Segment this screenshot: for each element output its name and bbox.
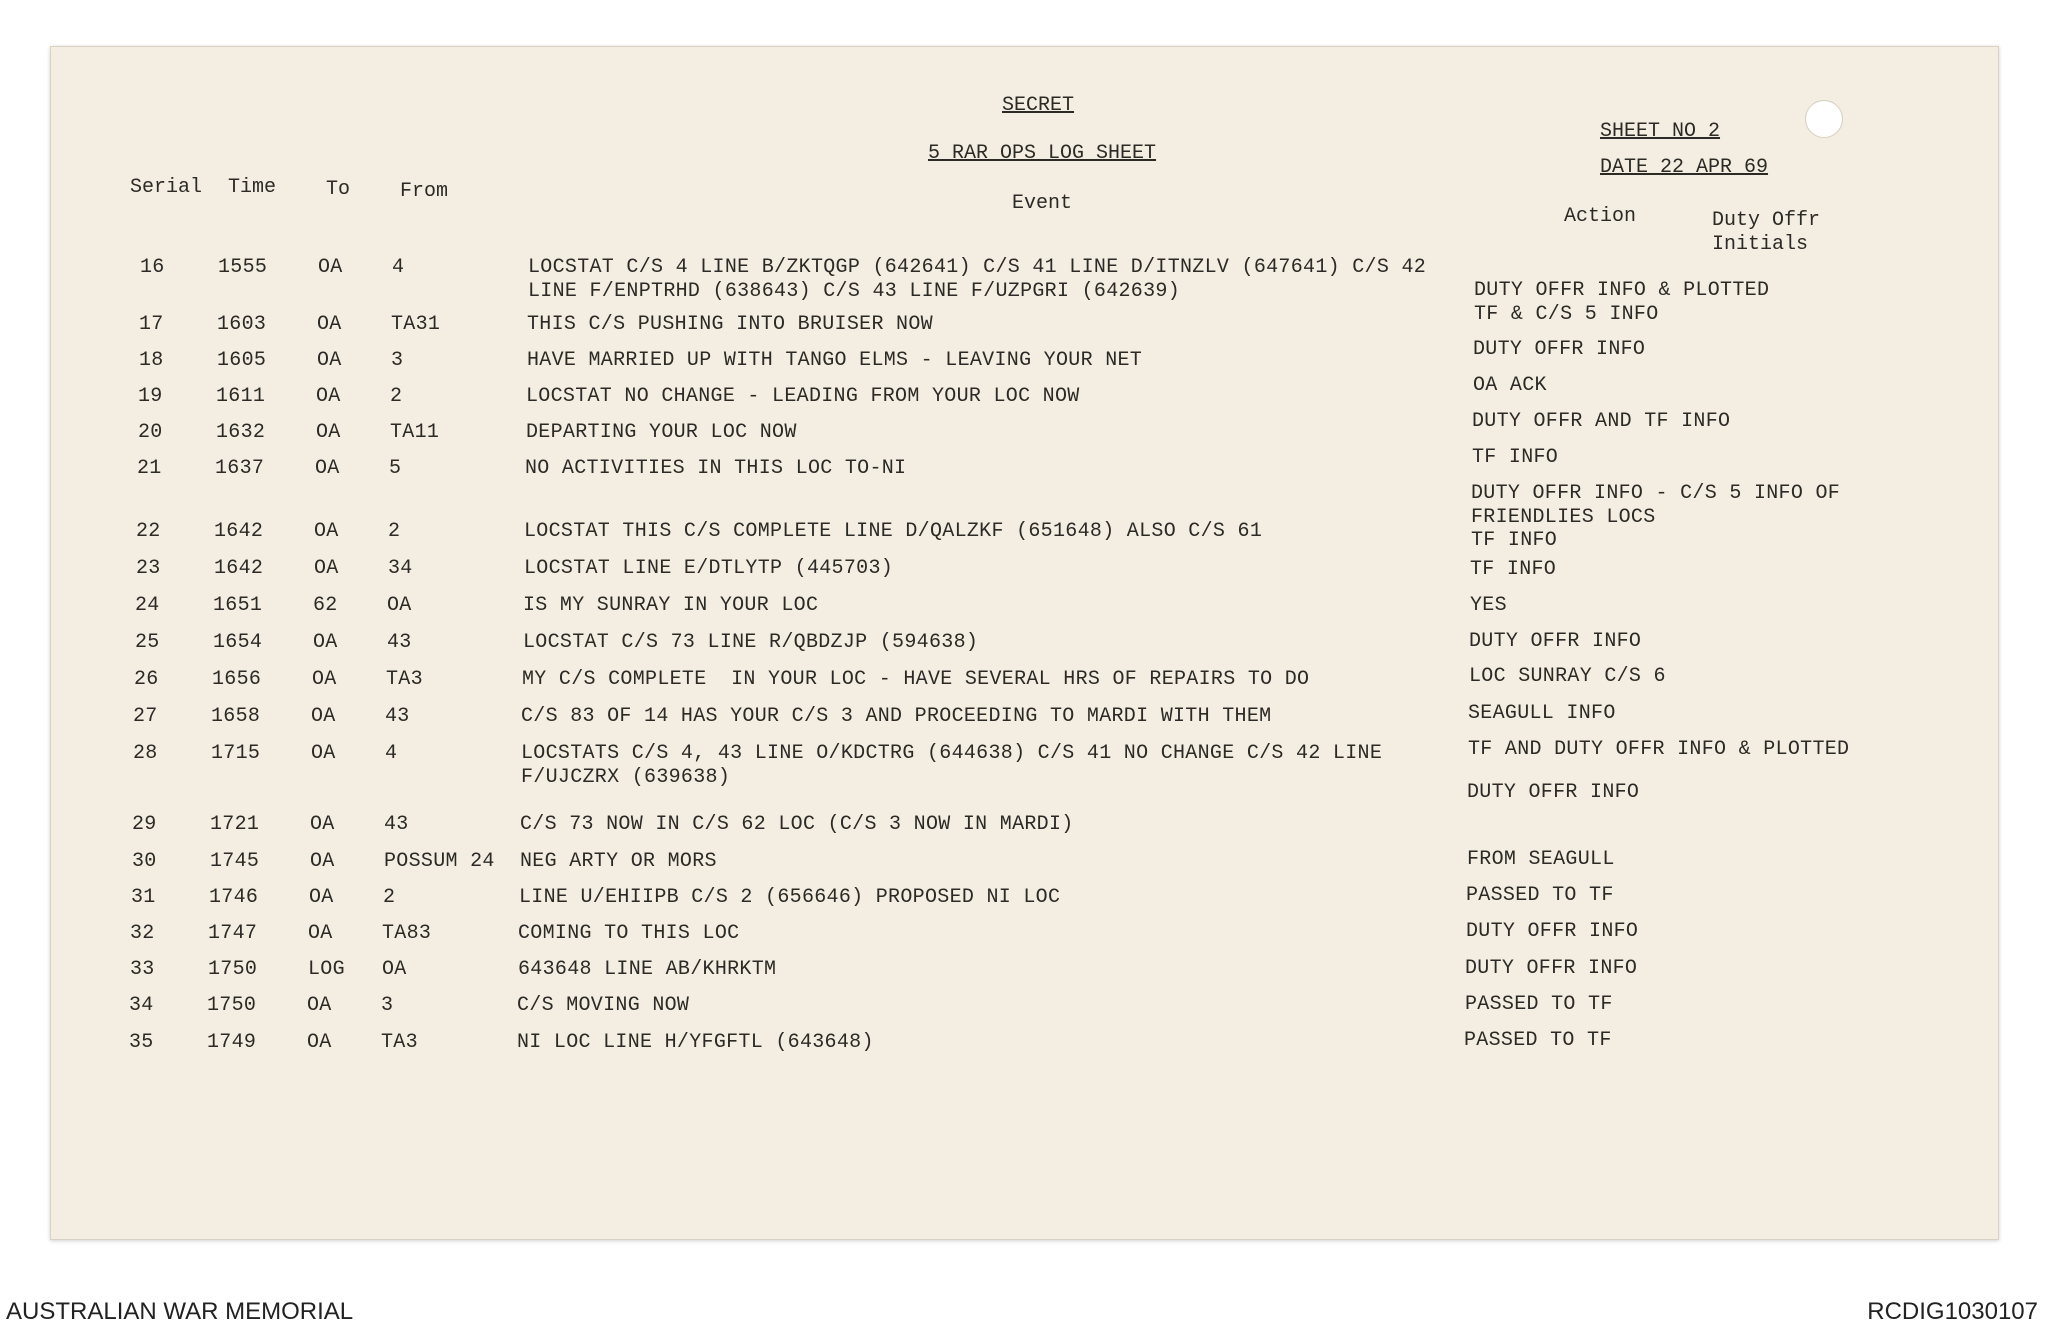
row-time: 1658 — [211, 705, 261, 728]
row-event: COMING TO THIS LOC — [518, 922, 740, 945]
row-action: FROM SEAGULL — [1467, 848, 1615, 871]
row-action: TF INFO — [1470, 558, 1557, 581]
row-event: THIS C/S PUSHING INTO BRUISER NOW — [527, 313, 933, 336]
row-time: 1715 — [211, 742, 261, 765]
row-event: LOCSTAT C/S 4 LINE B/ZKTQGP (642641) C/S 41 LINE D/ITNZLV (647641) C/S 42 — [528, 256, 1427, 279]
row-from: TA31 — [391, 313, 441, 336]
row-event: C/S MOVING NOW — [517, 994, 690, 1017]
row-time: 1555 — [218, 256, 268, 279]
row-serial: 34 — [129, 994, 154, 1017]
row-event: NO ACTIVITIES IN THIS LOC TO-NI — [525, 457, 907, 480]
row-to: OA — [315, 457, 340, 480]
row-time: 1745 — [210, 850, 260, 873]
row-action: DUTY OFFR INFO — [1467, 781, 1640, 804]
row-serial: 29 — [132, 813, 157, 836]
row-action: TF INFO — [1471, 529, 1558, 552]
row-time: 1611 — [216, 385, 266, 408]
row-from: TA3 — [386, 668, 423, 691]
row-time: 1632 — [216, 421, 266, 444]
row-serial: 20 — [138, 421, 163, 444]
row-event: LOCSTAT C/S 73 LINE R/QBDZJP (594638) — [523, 631, 979, 654]
row-serial: 16 — [140, 256, 165, 279]
row-to: OA — [308, 922, 333, 945]
row-action: DUTY OFFR AND TF INFO — [1472, 410, 1731, 433]
column-header-time: Time — [228, 176, 277, 199]
row-serial: 18 — [139, 349, 164, 372]
row-to: OA — [317, 349, 342, 372]
row-to: OA — [310, 850, 335, 873]
row-action: OA ACK — [1473, 374, 1547, 397]
row-serial: 35 — [129, 1031, 154, 1054]
row-serial: 23 — [136, 557, 161, 580]
row-serial: 26 — [134, 668, 159, 691]
row-action-continued: TF & C/S 5 INFO — [1474, 303, 1659, 326]
row-event: C/S 73 NOW IN C/S 62 LOC (C/S 3 NOW IN MARDI) — [520, 813, 1074, 836]
row-action: DUTY OFFR INFO — [1466, 920, 1639, 943]
row-event-continued: LINE F/ENPTRHD (638643) C/S 43 LINE F/UZPGRI (642639) — [528, 280, 1181, 303]
row-time: 1747 — [208, 922, 258, 945]
row-action: YES — [1470, 594, 1507, 617]
column-header-duty-offr: Duty Offr — [1712, 209, 1821, 232]
row-serial: 32 — [130, 922, 155, 945]
row-action: DUTY OFFR INFO — [1469, 630, 1642, 653]
row-event: DEPARTING YOUR LOC NOW — [526, 421, 797, 444]
row-action: PASSED TO TF — [1464, 1029, 1612, 1052]
row-time: 1603 — [217, 313, 267, 336]
row-time: 1656 — [212, 668, 262, 691]
row-to: OA — [318, 256, 343, 279]
row-from: 43 — [385, 705, 410, 728]
row-serial: 30 — [132, 850, 157, 873]
row-event: NI LOC LINE H/YFGFTL (643648) — [517, 1031, 874, 1054]
column-header-action: Action — [1564, 205, 1637, 228]
row-from: 2 — [388, 520, 401, 543]
row-from: 3 — [381, 994, 394, 1017]
row-time: 1605 — [217, 349, 267, 372]
row-time: 1654 — [213, 631, 263, 654]
row-from: 34 — [388, 557, 413, 580]
row-to: 62 — [313, 594, 338, 617]
row-serial: 21 — [137, 457, 162, 480]
row-action: DUTY OFFR INFO & PLOTTED — [1474, 279, 1770, 302]
row-time: 1721 — [210, 813, 260, 836]
column-header-from: From — [400, 180, 449, 203]
row-action: DUTY OFFR INFO - C/S 5 INFO OF — [1471, 482, 1841, 505]
row-serial: 22 — [136, 520, 161, 543]
row-event: LINE U/EHIIPB C/S 2 (656646) PROPOSED NI LOC — [519, 886, 1061, 909]
row-to: OA — [313, 631, 338, 654]
row-to: LOG — [308, 958, 345, 981]
row-to: OA — [310, 813, 335, 836]
row-time: 1749 — [207, 1031, 257, 1054]
row-to: OA — [307, 1031, 332, 1054]
row-event: NEG ARTY OR MORS — [520, 850, 717, 873]
row-time: 1750 — [208, 958, 258, 981]
row-from: 3 — [391, 349, 404, 372]
row-from: TA11 — [390, 421, 440, 444]
row-to: OA — [314, 557, 339, 580]
row-from: 2 — [383, 886, 396, 909]
row-to: OA — [311, 705, 336, 728]
row-from: TA83 — [382, 922, 432, 945]
row-serial: 33 — [130, 958, 155, 981]
row-serial: 28 — [133, 742, 158, 765]
row-time: 1750 — [207, 994, 257, 1017]
row-serial: 24 — [135, 594, 160, 617]
row-serial: 27 — [133, 705, 158, 728]
row-event: C/S 83 OF 14 HAS YOUR C/S 3 AND PROCEEDING TO MARDI WITH THEM — [521, 705, 1272, 728]
row-event-continued: F/UJCZRX (639638) — [521, 766, 731, 789]
sheet-title: 5 RAR OPS LOG SHEET — [928, 142, 1157, 165]
footer-record-id: RCDIG1030107 — [1867, 1298, 2038, 1325]
row-action: PASSED TO TF — [1465, 993, 1613, 1016]
row-serial: 19 — [138, 385, 163, 408]
row-to: OA — [314, 520, 339, 543]
row-from: 4 — [392, 256, 405, 279]
row-time: 1637 — [215, 457, 265, 480]
row-from: TA3 — [381, 1031, 418, 1054]
row-action: TF INFO — [1472, 446, 1559, 469]
row-action: PASSED TO TF — [1466, 884, 1614, 907]
row-to: OA — [316, 421, 341, 444]
sheet-number: SHEET NO 2 — [1600, 120, 1721, 143]
row-event: IS MY SUNRAY IN YOUR LOC — [523, 594, 819, 617]
row-event: LOCSTAT LINE E/DTLYTP (445703) — [524, 557, 894, 580]
row-to: OA — [309, 886, 334, 909]
column-header-initials: Initials — [1712, 233, 1809, 256]
row-from: 43 — [387, 631, 412, 654]
row-time: 1651 — [213, 594, 263, 617]
footer-archive-name: AUSTRALIAN WAR MEMORIAL — [6, 1298, 354, 1325]
row-event: LOCSTAT NO CHANGE - LEADING FROM YOUR LOC NOW — [526, 385, 1080, 408]
row-to: OA — [312, 668, 337, 691]
row-time: 1642 — [214, 520, 264, 543]
row-event: LOCSTAT THIS C/S COMPLETE LINE D/QALZKF (651648) ALSO C/S 61 — [524, 520, 1263, 543]
row-to: OA — [316, 385, 341, 408]
punch-hole — [1805, 100, 1843, 138]
row-event: MY C/S COMPLETE IN YOUR LOC - HAVE SEVERAL HRS OF REPAIRS TO DO — [522, 668, 1310, 691]
row-from: 2 — [390, 385, 403, 408]
row-time: 1746 — [209, 886, 259, 909]
row-action: DUTY OFFR INFO — [1465, 957, 1638, 980]
row-serial: 31 — [131, 886, 156, 909]
row-serial: 25 — [135, 631, 160, 654]
sheet-date: DATE 22 APR 69 — [1600, 156, 1769, 179]
row-from: 5 — [389, 457, 402, 480]
row-to: OA — [311, 742, 336, 765]
log-sheet-paper — [50, 46, 1999, 1240]
row-event: LOCSTATS C/S 4, 43 LINE O/KDCTRG (644638) C/S 41 NO CHANGE C/S 42 LINE — [521, 742, 1383, 765]
row-from: OA — [387, 594, 412, 617]
row-from: 43 — [384, 813, 409, 836]
row-from: OA — [382, 958, 407, 981]
row-action: SEAGULL INFO — [1468, 702, 1616, 725]
row-action: DUTY OFFR INFO — [1473, 338, 1646, 361]
row-action: TF AND DUTY OFFR INFO & PLOTTED — [1468, 738, 1850, 761]
row-time: 1642 — [214, 557, 264, 580]
row-event: 643648 LINE AB/KHRKTM — [518, 958, 777, 981]
row-from: POSSUM 24 — [384, 850, 495, 873]
column-header-serial: Serial — [130, 176, 203, 199]
row-serial: 17 — [139, 313, 164, 336]
classification-marking: SECRET — [1002, 94, 1075, 117]
row-from: 4 — [385, 742, 398, 765]
row-action: LOC SUNRAY C/S 6 — [1469, 665, 1666, 688]
row-event: HAVE MARRIED UP WITH TANGO ELMS - LEAVING YOUR NET — [527, 349, 1143, 372]
row-to: OA — [317, 313, 342, 336]
row-action-continued: FRIENDLIES LOCS — [1471, 506, 1656, 529]
column-header-to: To — [326, 178, 351, 201]
column-header-event: Event — [1012, 192, 1073, 215]
row-to: OA — [307, 994, 332, 1017]
